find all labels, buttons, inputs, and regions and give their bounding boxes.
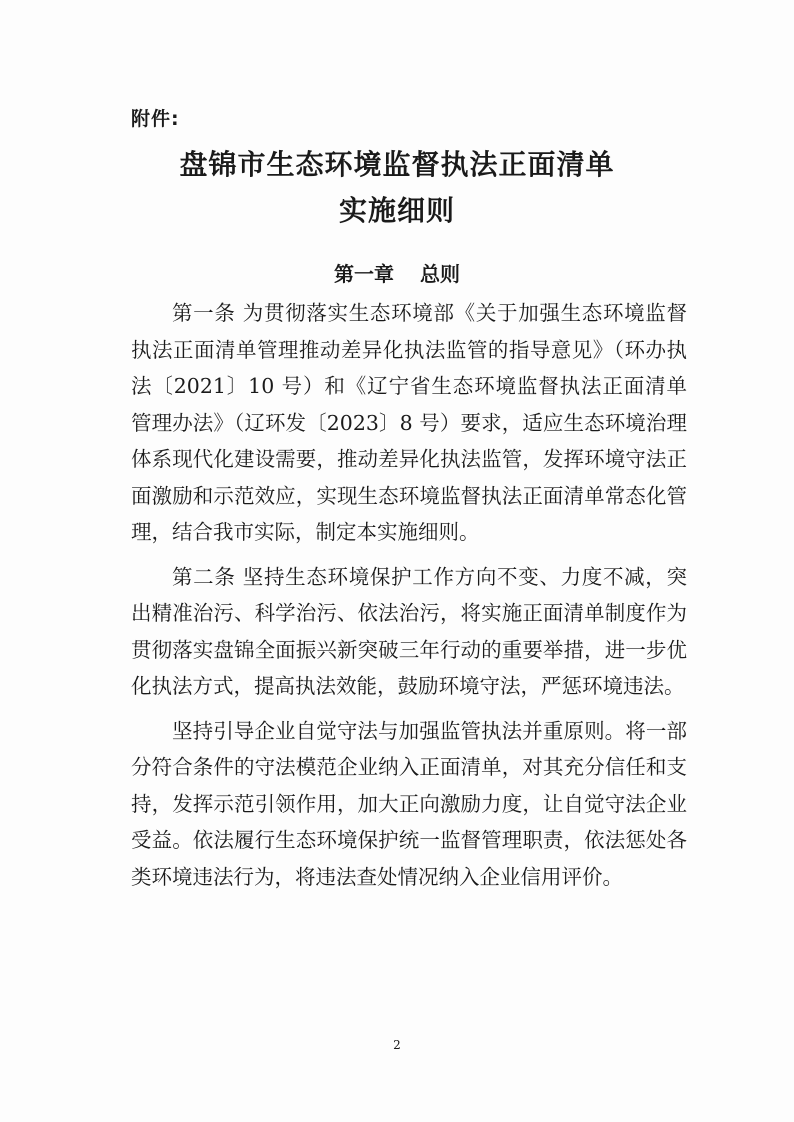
chapter-heading: [0, 258, 794, 287]
principle-paragraph: 坚持引导企业自觉守法与加强监管执法并重原则。将一部分符合条件的守法模范企业纳入正面清单，对其充分信任和支持，发挥示范引领作用，加大正向激励力度，让自觉守法企业受益。依法履行生态环境保护统一监督管理职责，依法惩处各类环境违法行为，将违法查处情况纳入企业信用评价。: [131, 718, 687, 889]
page-number: 2: [393, 1038, 401, 1052]
body-text: [131, 295, 687, 903]
document-title-line-2: 实施细则: [338, 194, 455, 227]
article-2-paragraph: 第二条 坚持生态环境保护工作方向不变、力度不减，突出精准治污、科学治污、依法治污，将实施正面清单制度作为贯彻落实盘锦全面振兴新突破三年行动的重要举措，进一步优化执法方式，提高执法效能，鼓励环境守法，严惩环境违法。: [131, 564, 687, 698]
attachment-label: 附件:: [131, 108, 180, 130]
chapter-name: 总则: [420, 262, 460, 286]
document-title-line-1: 盘锦市生态环境监督执法正面清单: [179, 148, 615, 181]
article-1-paragraph: 第一条 为贯彻落实生态环境部《关于加强生态环境监督执法正面清单管理推动差异化执法监管的指导意见》（环办执法〔2021〕10 号）和《辽宁省生态环境监督执法正面清单管理办法》（辽环发〔2023〕8 号）要求，适应生态环境治理体系现代化建设需要，推动差异化执法监管，发挥环境守法正面激励和示范效应，实现生态环境监督执法正面清单常态化管理，结合我市实际，制定本实施细则。: [131, 301, 687, 544]
chapter-number: 第一章: [334, 262, 394, 286]
